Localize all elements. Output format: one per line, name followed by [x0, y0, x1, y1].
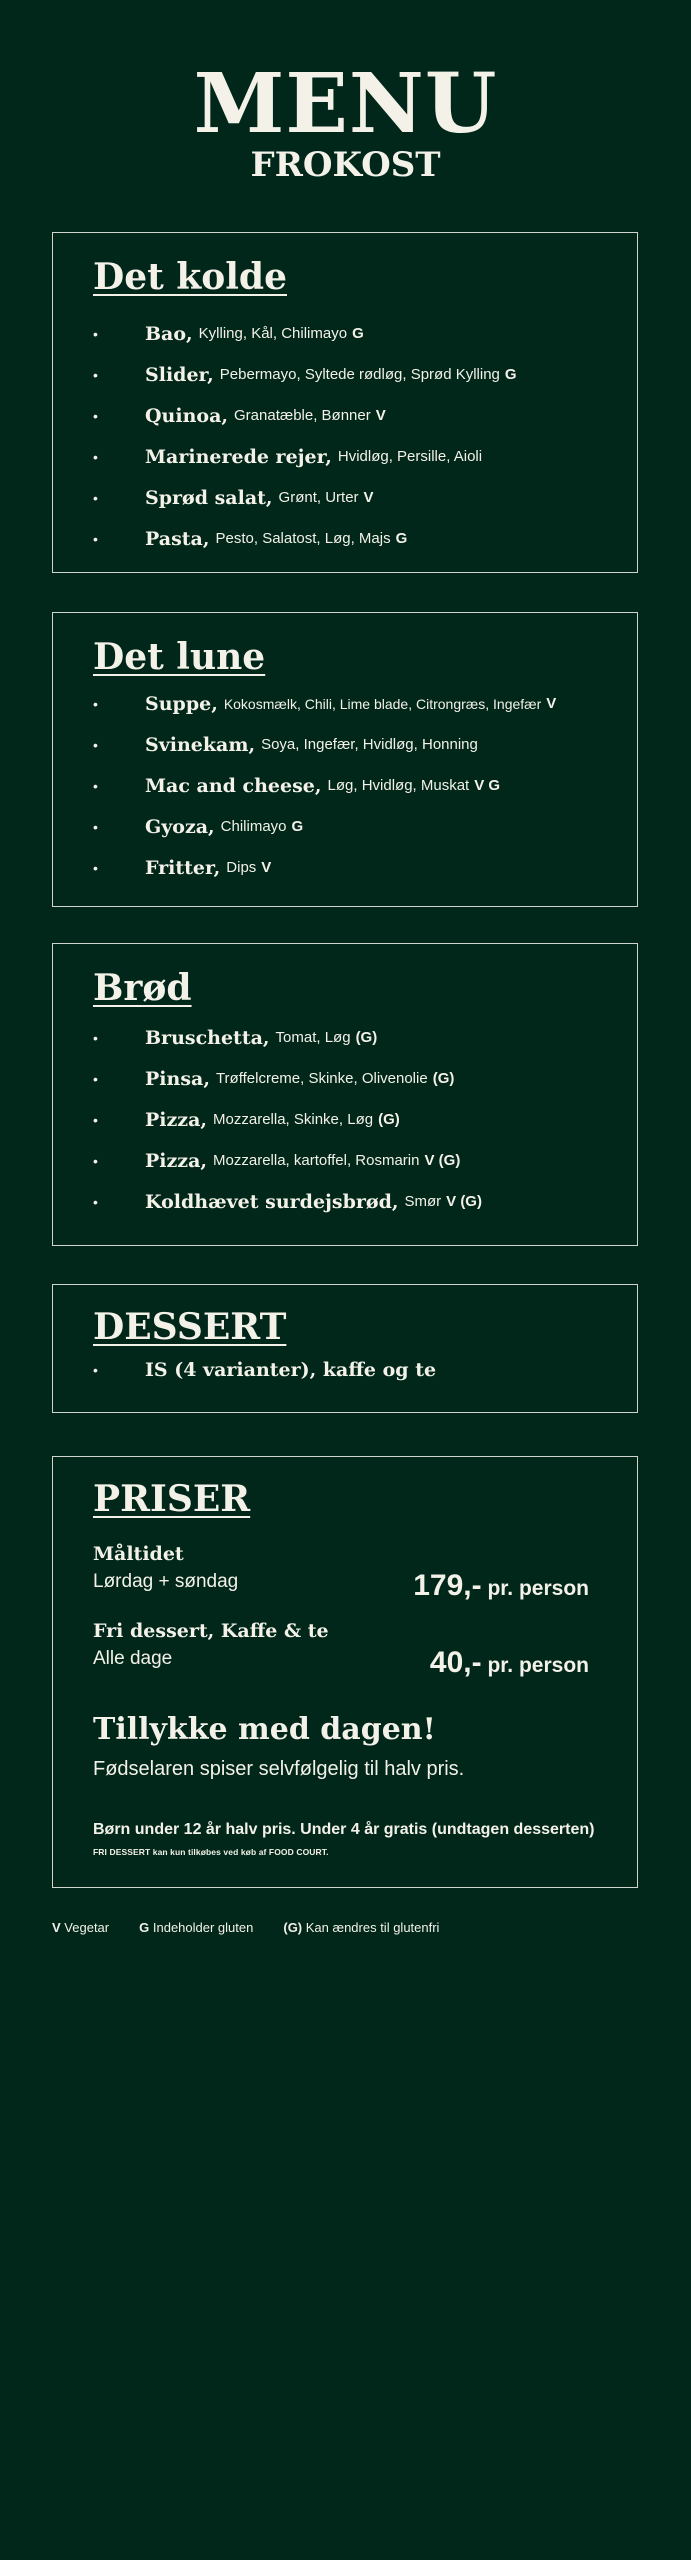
diet-tag: (G)	[378, 1111, 400, 1128]
birthday-text: Fødselaren spiser selvfølgelig til halv pris.	[93, 1758, 465, 1780]
diet-tag: (G)	[355, 1029, 378, 1046]
dish-name: Sprød salat,	[145, 486, 273, 509]
dish-description: Kylling, Kål, Chilimayo	[198, 325, 348, 342]
bullet-icon: •	[93, 818, 98, 835]
dish-name: Bruschetta,	[145, 1026, 270, 1049]
diet-tag: V	[363, 489, 374, 506]
diet-tag: V	[546, 695, 557, 712]
list-item	[93, 847, 627, 888]
dish-name: Fritter,	[145, 856, 221, 879]
bullet-icon: •	[93, 407, 98, 424]
list-item	[93, 1099, 627, 1140]
section-priser	[52, 1456, 638, 1888]
bullet-icon: •	[93, 1152, 98, 1169]
bullet-icon: •	[93, 777, 98, 794]
dessert-note: FRI DESSERT kan kun tilkøbes ved køb af FOOD COURT.	[93, 1847, 329, 1857]
legend-item	[139, 1920, 253, 1935]
dish-name: Quinoa,	[145, 404, 228, 427]
dish-name: Pasta,	[145, 527, 210, 550]
list-item	[93, 683, 627, 724]
section-title: Det lune	[93, 636, 266, 678]
list-item	[93, 1058, 627, 1099]
bullet-icon: •	[93, 448, 98, 465]
dish-description: Dips	[226, 859, 257, 876]
dish-name: Bao,	[145, 322, 193, 345]
dish-description: Pesto, Salatost, Løg, Majs	[215, 530, 391, 547]
list-item	[93, 1349, 627, 1390]
diet-tag: V	[375, 407, 386, 424]
section-title: Brød	[93, 967, 192, 1009]
dish-name: Mac and cheese,	[145, 774, 322, 797]
list-item	[93, 313, 627, 354]
dish-description: Grønt, Urter	[278, 489, 359, 506]
section-det-lune	[52, 612, 638, 907]
price-days: Lørdag + søndag	[93, 1571, 239, 1592]
dish-description: Soya, Ingefær, Hvidløg, Honning	[261, 736, 478, 753]
price-unit: pr. person	[487, 1577, 589, 1600]
section-dessert	[52, 1284, 638, 1413]
legend-text: Kan ændres til glutenfri	[305, 1920, 440, 1935]
legend-item	[283, 1920, 439, 1935]
dish-description: Kokosmælk, Chili, Lime blade, Citrongræs, Ingefær	[223, 695, 542, 712]
section-title: PRISER	[93, 1478, 251, 1520]
dish-name: Slider,	[145, 363, 214, 386]
list-item	[93, 477, 627, 518]
legend-key: (G)	[283, 1920, 303, 1935]
dish-name: Pizza,	[145, 1108, 208, 1131]
list-item	[93, 436, 627, 477]
dish-description: Trøffelcreme, Skinke, Olivenolie	[215, 1070, 428, 1087]
dish-description: Løg, Hvidløg, Muskat	[327, 777, 470, 794]
diet-tag: G	[395, 530, 408, 547]
price-amount: 179,-	[413, 1569, 482, 1602]
diet-tag: G	[352, 325, 364, 342]
dish-description: Chilimayo	[220, 818, 287, 835]
dish-description: Pebermayo, Syltede rødløg, Sprød Kylling	[219, 366, 500, 383]
bullet-icon: •	[93, 859, 98, 876]
diet-tag: V (G)	[424, 1152, 461, 1169]
item-list	[93, 313, 627, 559]
bullet-icon: •	[93, 1029, 98, 1046]
dish-name: Suppe,	[145, 692, 218, 715]
diet-tag: V G	[474, 777, 501, 794]
dish-name: Pizza,	[145, 1149, 208, 1172]
menu-title: MENU	[193, 56, 498, 152]
dish-description: Smør	[404, 1193, 442, 1210]
dish-name: Koldhævet surdejsbrød,	[145, 1190, 399, 1213]
legend-text: Indeholder gluten	[152, 1920, 254, 1935]
dish-name: Gyoza,	[145, 815, 215, 838]
price-value	[430, 1646, 589, 1680]
dish-name: IS (4 varianter), kaffe og te	[145, 1358, 437, 1381]
list-item	[93, 765, 627, 806]
bullet-icon: •	[93, 325, 98, 342]
menu-subtitle: FROKOST	[250, 145, 441, 185]
price-row-dessert	[93, 1620, 589, 1680]
bullet-icon: •	[93, 489, 98, 506]
price-label: Måltidet	[93, 1543, 184, 1565]
legend-item	[52, 1920, 109, 1935]
legend-key: V	[52, 1920, 61, 1935]
dish-description: Mozzarella, Skinke, Løg	[213, 1111, 374, 1128]
legend	[52, 1920, 439, 1935]
dish-name: Pinsa,	[145, 1067, 210, 1090]
children-note: Børn under 12 år halv pris. Under 4 år gratis (undtagen desserten)	[93, 1821, 595, 1838]
price-row-maaltid	[93, 1543, 589, 1603]
list-item	[93, 395, 627, 436]
list-item	[93, 354, 627, 395]
list-item	[93, 1181, 627, 1222]
section-title: DESSERT	[93, 1306, 287, 1348]
section-det-kolde	[52, 232, 638, 573]
bullet-icon: •	[93, 366, 98, 383]
price-unit: pr. person	[487, 1654, 589, 1677]
dish-name: Svinekam,	[145, 733, 256, 756]
birthday-heading: Tillykke med dagen!	[93, 1712, 436, 1747]
list-item	[93, 806, 627, 847]
bullet-icon: •	[93, 1193, 98, 1210]
dish-description: Mozzarella, kartoffel, Rosmarin	[213, 1152, 420, 1169]
list-item	[93, 518, 627, 559]
price-label: Fri dessert, Kaffe & te	[93, 1620, 329, 1642]
price-days: Alle dage	[93, 1648, 173, 1669]
section-title: Det kolde	[93, 256, 287, 298]
diet-tag: G	[504, 366, 517, 383]
bullet-icon: •	[93, 1111, 98, 1128]
legend-key: G	[139, 1920, 150, 1935]
bullet-icon: •	[93, 736, 98, 753]
diet-tag: G	[291, 818, 304, 835]
list-item	[93, 1017, 627, 1058]
list-item	[93, 1140, 627, 1181]
dish-name: Marinerede rejer,	[145, 445, 332, 468]
bullet-icon: •	[93, 1070, 98, 1087]
item-list	[93, 683, 627, 888]
diet-tag: V (G)	[446, 1193, 482, 1210]
list-item	[93, 724, 627, 765]
item-list	[93, 1017, 627, 1222]
bullet-icon: •	[93, 1361, 98, 1378]
dish-description: Hvidløg, Persille, Aioli	[337, 448, 483, 465]
section-brod	[52, 943, 638, 1246]
dish-description: Granatæble, Bønner	[234, 407, 371, 424]
price-value	[413, 1569, 589, 1603]
bullet-icon: •	[93, 530, 98, 547]
price-amount: 40,-	[429, 1646, 482, 1679]
legend-text: Vegetar	[64, 1920, 110, 1935]
diet-tag: V	[261, 859, 272, 876]
menu-header	[0, 0, 691, 184]
dish-description: Tomat, Løg	[275, 1029, 351, 1046]
bullet-icon: •	[93, 695, 98, 712]
diet-tag: (G)	[432, 1070, 455, 1087]
item-list	[93, 1349, 627, 1390]
